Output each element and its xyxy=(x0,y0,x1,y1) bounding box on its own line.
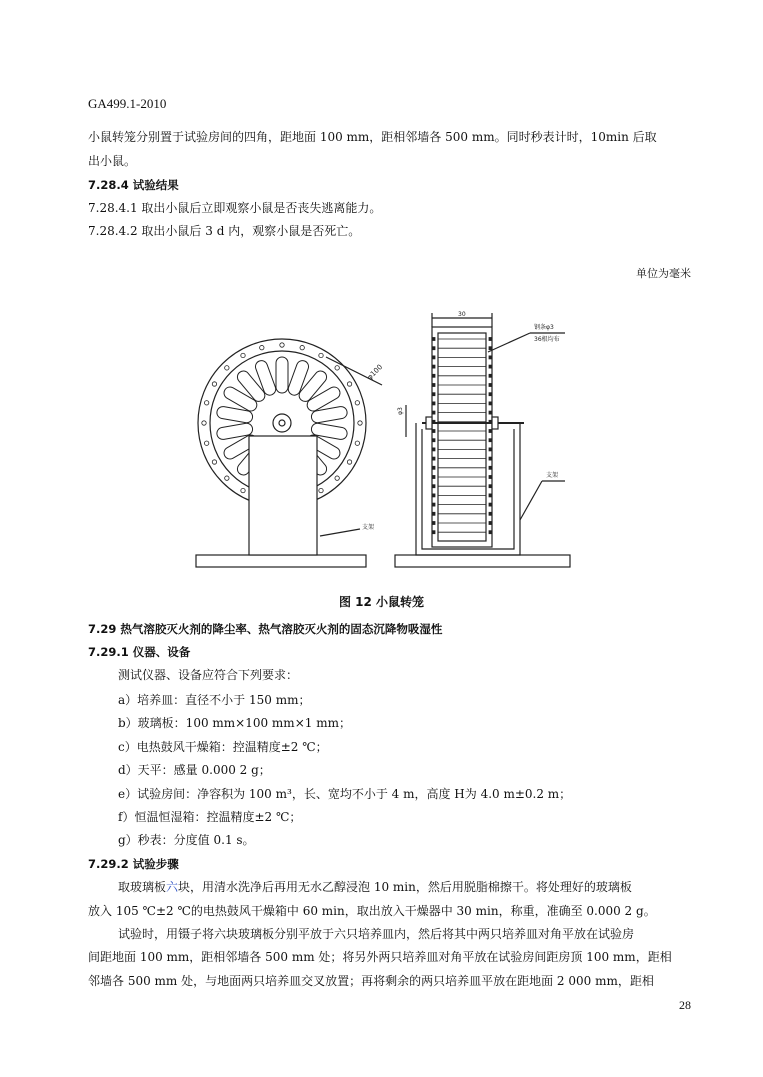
rim-hole xyxy=(204,401,208,405)
rod-end xyxy=(432,522,435,525)
rod-end xyxy=(432,466,435,469)
section-7-28-4-heading: 7.28.4 试验结果 xyxy=(88,178,179,192)
rod-end xyxy=(432,411,435,414)
rim-hole xyxy=(280,343,284,347)
section-7-28-4-1: 7.28.4.1 取出小鼠后立即观察小鼠是否丧失逃离能力。 xyxy=(88,201,382,215)
section-7-29-2-heading: 7.29.2 试验步骤 xyxy=(88,857,179,871)
rod-end xyxy=(432,393,435,396)
rim-hole xyxy=(335,366,339,370)
support-label-right: 支架 xyxy=(546,472,559,479)
rod-end xyxy=(432,365,435,368)
rod-end xyxy=(432,485,435,488)
rod-end xyxy=(489,476,492,479)
rod-end xyxy=(489,466,492,469)
rod-end xyxy=(432,374,435,377)
rod-end xyxy=(489,457,492,460)
rod-end xyxy=(489,531,492,534)
rod-end xyxy=(489,338,492,341)
left-base-plate xyxy=(196,555,366,567)
rod-end xyxy=(432,476,435,479)
procedure-para-2-line-1: 试验时，用镊子将六块玻璃板分别平放于六只培养皿内，然后将其中两只培养皿对角平放在试验房 xyxy=(118,927,635,941)
procedure-para-1-line-2: 放入 105 ℃±2 ℃的电热鼓风干燥箱中 60 min，取出放入干燥器中 30 min，称重，准确至 0.000 2 g。 xyxy=(88,904,656,918)
section-7-29-heading: 7.29 热气溶胶灭火剂的降尘率、热气溶胶灭火剂的固态沉降物吸湿性 xyxy=(88,622,443,636)
procedure-para-2-line-3: 邻墙各 500 mm 处，与地面两只培养皿交叉放置；再将剩余的两只培养皿平放在距地面 2 000 mm，距相 xyxy=(88,974,654,988)
rod-end xyxy=(489,356,492,359)
rod-count-label: 36根均布 xyxy=(534,336,560,343)
rod-end xyxy=(489,411,492,414)
rod-end xyxy=(489,347,492,350)
rim-hole xyxy=(347,382,351,386)
rod-end xyxy=(489,439,492,442)
rod-end xyxy=(432,512,435,515)
unit-note: 单位为毫米 xyxy=(636,267,691,280)
rim-hole xyxy=(319,488,323,492)
rod-end xyxy=(432,531,435,534)
requirement-a: a）培养皿：直径不小于 150 mm； xyxy=(118,693,311,707)
axle-dim-label: φ3 xyxy=(397,407,404,415)
rod-end xyxy=(489,393,492,396)
rod-end xyxy=(432,448,435,451)
intro-line-2: 出小鼠。 xyxy=(88,154,137,168)
page-number: 28 xyxy=(679,998,691,1012)
rod-end xyxy=(489,365,492,368)
left-support-column xyxy=(249,436,317,555)
mouse-cage-figure xyxy=(170,305,590,585)
rod-end xyxy=(432,338,435,341)
rod-end xyxy=(489,485,492,488)
rim-hole xyxy=(212,382,216,386)
rim-hole xyxy=(241,353,245,357)
procedure-para-1-line-1: 取玻璃板六块，用清水洗净后再用无水乙醇浸泡 10 min，然后用脱脂棉擦干。将处理好的玻璃板 xyxy=(118,880,632,894)
rod-end xyxy=(489,522,492,525)
rim-hole xyxy=(319,353,323,357)
requirement-e: e）试验房间：净容积为 100 m³，长、宽均不小于 4 m，高度 H为 4.0 m±0.2 m； xyxy=(118,787,572,801)
rod-end xyxy=(489,448,492,451)
rod-end xyxy=(432,430,435,433)
rod-spec-label: 钢条φ3 xyxy=(534,324,554,331)
rod-end xyxy=(489,374,492,377)
rim-hole xyxy=(225,366,229,370)
section-7-29-1-heading: 7.29.1 仪器、设备 xyxy=(88,645,191,659)
requirement-b: b）玻璃板：100 mm×100 mm×1 mm； xyxy=(118,716,351,730)
standard-code: GA499.1-2010 xyxy=(88,96,167,111)
rod-end xyxy=(489,402,492,405)
rod-end xyxy=(489,503,492,506)
rod-end xyxy=(489,512,492,515)
rod-end xyxy=(432,503,435,506)
support-label-left: 支架 xyxy=(362,524,375,531)
requirement-g: g）秒表：分度值 0.1 s。 xyxy=(118,833,255,847)
rod-end xyxy=(432,347,435,350)
diameter-label: φ100 xyxy=(365,363,385,382)
width-dim-label: 30 xyxy=(458,311,466,318)
rod-end xyxy=(489,430,492,433)
requirement-f: f）恒温恒湿箱：控温精度±2 ℃； xyxy=(118,810,302,824)
rim-hole xyxy=(358,421,362,425)
rod-end xyxy=(432,457,435,460)
right-base-plate xyxy=(395,555,570,567)
section-7-29-1-intro: 测试仪器、设备应符合下列要求： xyxy=(118,668,299,682)
rim-hole xyxy=(260,345,264,349)
rod-end xyxy=(432,384,435,387)
rod-end xyxy=(489,494,492,497)
rim-hole xyxy=(335,476,339,480)
rim-hole xyxy=(347,460,351,464)
rim-hole xyxy=(204,441,208,445)
rim-hole xyxy=(241,488,245,492)
figure-caption: 图 12 小鼠转笼 xyxy=(338,595,425,609)
rod-end xyxy=(432,439,435,442)
rim-hole xyxy=(355,441,359,445)
requirement-d: d）天平：感量 0.000 2 g； xyxy=(118,763,271,777)
cage-inner-frame xyxy=(438,333,486,541)
rod-end xyxy=(432,402,435,405)
rod-end xyxy=(432,356,435,359)
rod-end xyxy=(489,384,492,387)
wheel-slot xyxy=(276,357,288,393)
rim-hole xyxy=(355,401,359,405)
rim-hole xyxy=(300,345,304,349)
intro-line-1: 小鼠转笼分别置于试验房间的四角，距地面 100 mm，距相邻墙各 500 mm。同时秒表计时，10min 后取 xyxy=(88,130,657,144)
requirement-c: c）电热鼓风干燥箱：控温精度±2 ℃； xyxy=(118,740,328,754)
section-7-28-4-2: 7.28.4.2 取出小鼠后 3 d 内，观察小鼠是否死亡。 xyxy=(88,224,361,238)
rod-end xyxy=(432,494,435,497)
rim-hole xyxy=(212,460,216,464)
rim-hole xyxy=(225,476,229,480)
rim-hole xyxy=(202,421,206,425)
procedure-para-2-line-2: 间距地面 100 mm，距相邻墙各 500 mm 处；将另外两只培养皿对角平放在试验房间距房顶 100 mm，距相 xyxy=(88,950,672,964)
highlighted-word: 六 xyxy=(166,880,179,894)
